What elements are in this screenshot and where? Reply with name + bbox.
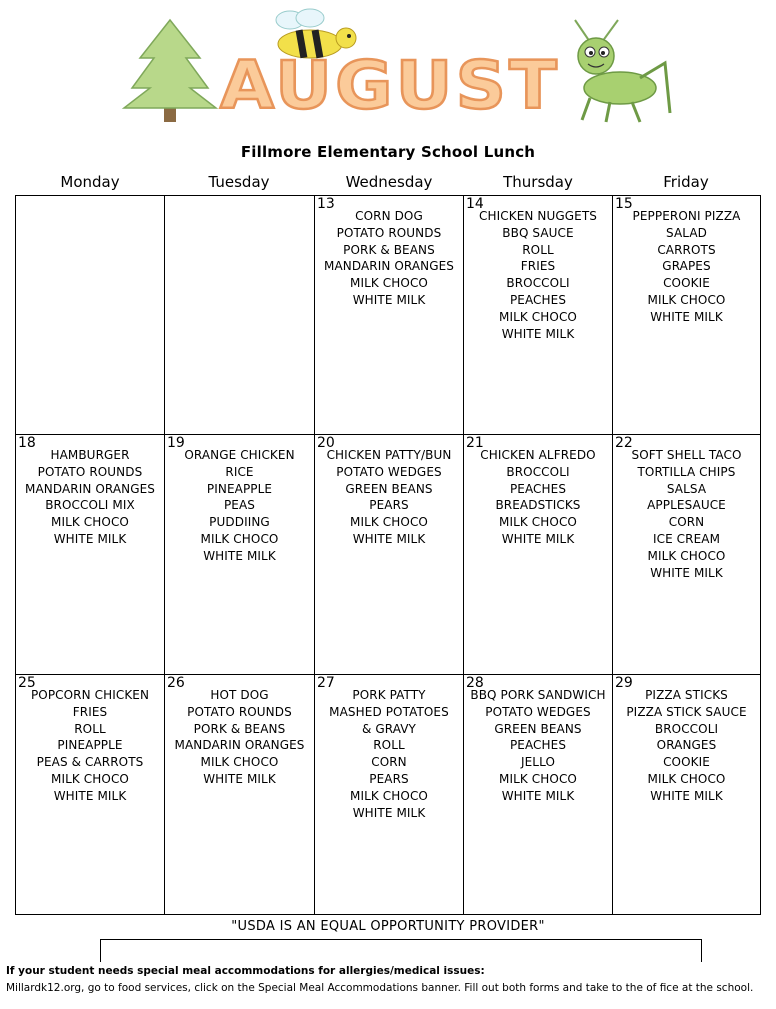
menu-item: CARROTS [657,242,716,257]
day-number: 19 [167,435,185,451]
menu-item: BBQ SAUCE [502,225,574,240]
menu-item: PIZZA STICK SAUCE [626,704,747,719]
menu-item: WHITE MILK [650,565,723,580]
menu-item: PORK PATTY [352,688,426,702]
menu-item: WHITE MILK [650,788,723,803]
page-title: Fillmore Elementary School Lunch [240,143,536,161]
menu-item: GREEN BEANS [494,721,582,736]
calendar-day-cell [16,435,165,675]
menu-item: MILK CHOCO [499,771,577,786]
menu-item: CORN [371,755,407,770]
menu-list [165,687,314,788]
calendar-day-cell [613,196,760,435]
day-header-wednesday: Wednesday [345,173,433,191]
notice-bracket [100,939,702,962]
calendar-day-cell [315,435,464,675]
tree-icon [124,20,216,122]
menu-item: WHITE MILK [650,309,723,324]
menu-item: SALAD [666,225,707,240]
menu-item: BROCCOLI [654,721,719,736]
menu-list [16,447,164,548]
menu-item: FRIES [520,259,556,274]
menu-item: CORN DOG [355,209,423,223]
menu-list [464,687,612,805]
calendar-day-cell [464,435,613,675]
menu-list [464,447,612,548]
menu-item: COOKIE [663,276,710,291]
menu-list [464,208,612,342]
menu-item: PEACHES [509,738,567,753]
menu-item: CORN [668,515,705,530]
menu-item: PEPPERONI PIZZA [632,209,741,223]
menu-list [315,208,463,309]
day-number: 28 [466,675,484,691]
menu-item: MILK CHOCO [499,309,577,324]
day-number: 27 [317,675,335,691]
menu-item: PINEAPPLE [206,481,273,496]
menu-item: BROCCOLI [506,276,570,291]
menu-item: MILK CHOCO [51,771,129,786]
menu-item: WHITE MILK [53,788,127,803]
menu-item: WHITE MILK [53,531,127,546]
menu-item: ORANGES [656,738,717,753]
menu-item: CHICKEN PATTY/BUN [326,448,452,462]
menu-item: SOFT SHELL TACO [631,448,742,462]
day-number: 29 [615,675,633,691]
menu-item: PEARS [369,498,409,513]
menu-item: MILK CHOCO [350,276,428,291]
menu-item: MILK CHOCO [350,788,428,803]
menu-item: MILK CHOCO [647,771,726,786]
menu-item: POTATO WEDGES [336,464,442,479]
menu-item: PEAS [223,498,256,513]
day-number: 15 [615,196,633,212]
calendar-day-cell [165,435,315,675]
calendar-day-cell [613,435,760,675]
menu-item: PEARS [369,771,409,786]
menu-item: ICE CREAM [652,531,721,546]
menu-item: POTATO ROUNDS [336,225,442,240]
menu-item: JELLO [520,755,555,770]
menu-item: WHITE MILK [352,531,426,546]
month-title: AUGUST [220,47,560,124]
accommodations-heading: If your student needs special meal accommodations for allergies/medical issues: [6,965,485,977]
calendar-day-cell [464,675,613,914]
menu-item: TORTILLA CHIPS [637,464,736,479]
day-number: 13 [317,196,335,212]
menu-item: PIZZA STICKS [645,688,728,702]
day-number: 25 [18,675,36,691]
menu-item: MILK CHOCO [200,755,279,770]
day-header-friday: Friday [663,173,709,191]
menu-item: WHITE MILK [203,548,276,563]
calendar-day-cell [165,675,315,914]
menu-item: POPCORN CHICKEN [30,688,150,702]
menu-list [613,447,760,581]
menu-item: WHITE MILK [352,292,426,307]
menu-list [315,687,463,821]
menu-item: MILK CHOCO [647,292,726,307]
menu-item: & GRAVY [361,721,416,736]
day-header-tuesday: Tuesday [208,173,270,191]
menu-item: ORANGE CHICKEN [184,448,295,462]
calendar-day-cell [315,196,464,435]
menu-item: ROLL [74,721,106,736]
menu-item: WHITE MILK [203,771,276,786]
menu-item: BROCCOLI [506,464,570,479]
calendar-day-cell [165,196,315,435]
menu-item: MANDARIN ORANGES [174,738,305,753]
menu-item: MILK CHOCO [200,531,279,546]
menu-item: MASHED POTATOES [329,704,449,719]
menu-item: PORK & BEANS [343,242,435,257]
menu-item: FRIES [72,704,108,719]
menu-item: HAMBURGER [50,448,130,462]
grasshopper-icon [575,20,670,122]
menu-item: PORK & BEANS [193,721,286,736]
menu-item: PEACHES [509,481,567,496]
menu-item: RICE [225,464,254,479]
menu-item: MILK CHOCO [51,515,129,530]
day-number: 26 [167,675,185,691]
menu-item: CHICKEN NUGGETS [479,209,597,223]
menu-list [315,447,463,548]
menu-list [16,687,164,805]
calendar-day-cell [16,196,165,435]
menu-list [613,687,760,805]
menu-item: MILK CHOCO [647,548,726,563]
menu-item: PEAS & CARROTS [36,755,144,770]
calendar-day-cell [16,675,165,914]
menu-item: BROCCOLI MIX [45,498,135,513]
menu-item: WHITE MILK [352,805,426,820]
menu-item: POTATO WEDGES [485,704,591,719]
menu-item: HOT DOG [210,688,269,702]
day-number: 22 [615,435,633,451]
day-number: 21 [466,435,484,451]
menu-item: WHITE MILK [501,326,575,341]
menu-item: POTATO ROUNDS [37,464,143,479]
menu-item: WHITE MILK [501,531,575,546]
calendar-day-cell [613,675,760,914]
menu-item: BREADSTICKS [495,498,581,513]
menu-item: ROLL [373,738,405,753]
calendar-day-cell [464,196,613,435]
menu-list [165,447,314,565]
menu-item: SALSA [666,481,707,496]
menu-item: PUDDIING [209,515,270,530]
menu-item: MANDARIN ORANGES [24,481,156,496]
day-number: 18 [18,435,36,451]
accommodations-instructions: Millardk12.org, go to food services, click on the Special Meal Accommodations banner. Fill out both forms and take to the of fice at the school. [6,982,754,994]
day-number: 20 [317,435,335,451]
menu-item: CHICKEN ALFREDO [480,448,596,462]
menu-item: COOKIE [663,755,710,770]
menu-item: BBQ PORK SANDWICH [470,688,606,702]
menu-item: MANDARIN ORANGES [323,259,455,274]
menu-item: PEACHES [509,292,567,307]
menu-item: ROLL [522,242,554,257]
day-header-thursday: Thursday [503,173,573,191]
menu-item: POTATO ROUNDS [187,704,292,719]
day-header-monday: Monday [60,173,120,191]
menu-item: PINEAPPLE [57,738,123,753]
menu-list [613,208,760,326]
menu-item: MILK CHOCO [350,515,428,530]
menu-item: GREEN BEANS [345,481,433,496]
calendar-grid [15,195,761,915]
calendar-day-cell [315,675,464,914]
menu-item: WHITE MILK [501,788,575,803]
menu-item: APPLESAUCE [647,498,726,513]
menu-item: GRAPES [662,259,711,274]
menu-item: MILK CHOCO [499,515,577,530]
august-banner [120,8,680,130]
usda-statement: "USDA IS AN EQUAL OPPORTUNITY PROVIDER" [231,919,545,934]
day-number: 14 [466,196,484,212]
